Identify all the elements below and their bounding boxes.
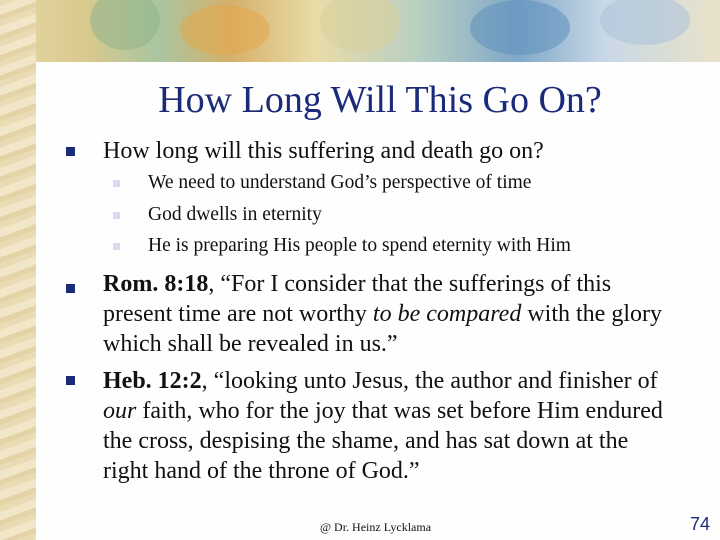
- sub-bullet-marker: [113, 243, 120, 250]
- quote-text-part: faith, who for the joy that was set before Him endured the cross, despising the shame, and has sat down at the right hand of the throne of God.”: [103, 398, 663, 484]
- bullet-marker: [66, 376, 75, 385]
- quote-text-part: with the glory which shall be revealed in us.”: [103, 301, 662, 357]
- sub-item-3: He is preparing His people to spend eternity with Him: [148, 235, 571, 256]
- quote-italic-part: to be compared: [372, 301, 522, 327]
- sub-bullet-marker: [113, 212, 120, 219]
- scripture-reference: Heb. 12:2: [103, 368, 202, 394]
- scripture-reference: Rom. 8:18: [103, 271, 209, 297]
- bullet-text-2: [103, 269, 663, 359]
- bullet-text-1: How long will this suffering and death go on?: [103, 138, 544, 164]
- slide-title: How Long Will This Go On?: [158, 79, 602, 121]
- footer-credit: @ Dr. Heinz Lycklama: [320, 520, 432, 534]
- quote-text-part: , “looking unto Jesus, the author and finisher of: [201, 368, 658, 394]
- bullet-marker: [66, 284, 75, 293]
- sub-bullet-marker: [113, 180, 120, 187]
- quote-text-part: , “For I consider that the sufferings of this present time are not worthy: [103, 271, 612, 327]
- quote-italic-part: our: [103, 398, 137, 424]
- bullet-text-3: [103, 366, 663, 486]
- page-number: 74: [690, 514, 711, 534]
- sub-item-2: God dwells in eternity: [148, 204, 322, 225]
- sub-item-1: We need to understand God’s perspective of time: [148, 172, 532, 193]
- bullet-marker: [66, 147, 75, 156]
- decorative-banner: [0, 0, 720, 62]
